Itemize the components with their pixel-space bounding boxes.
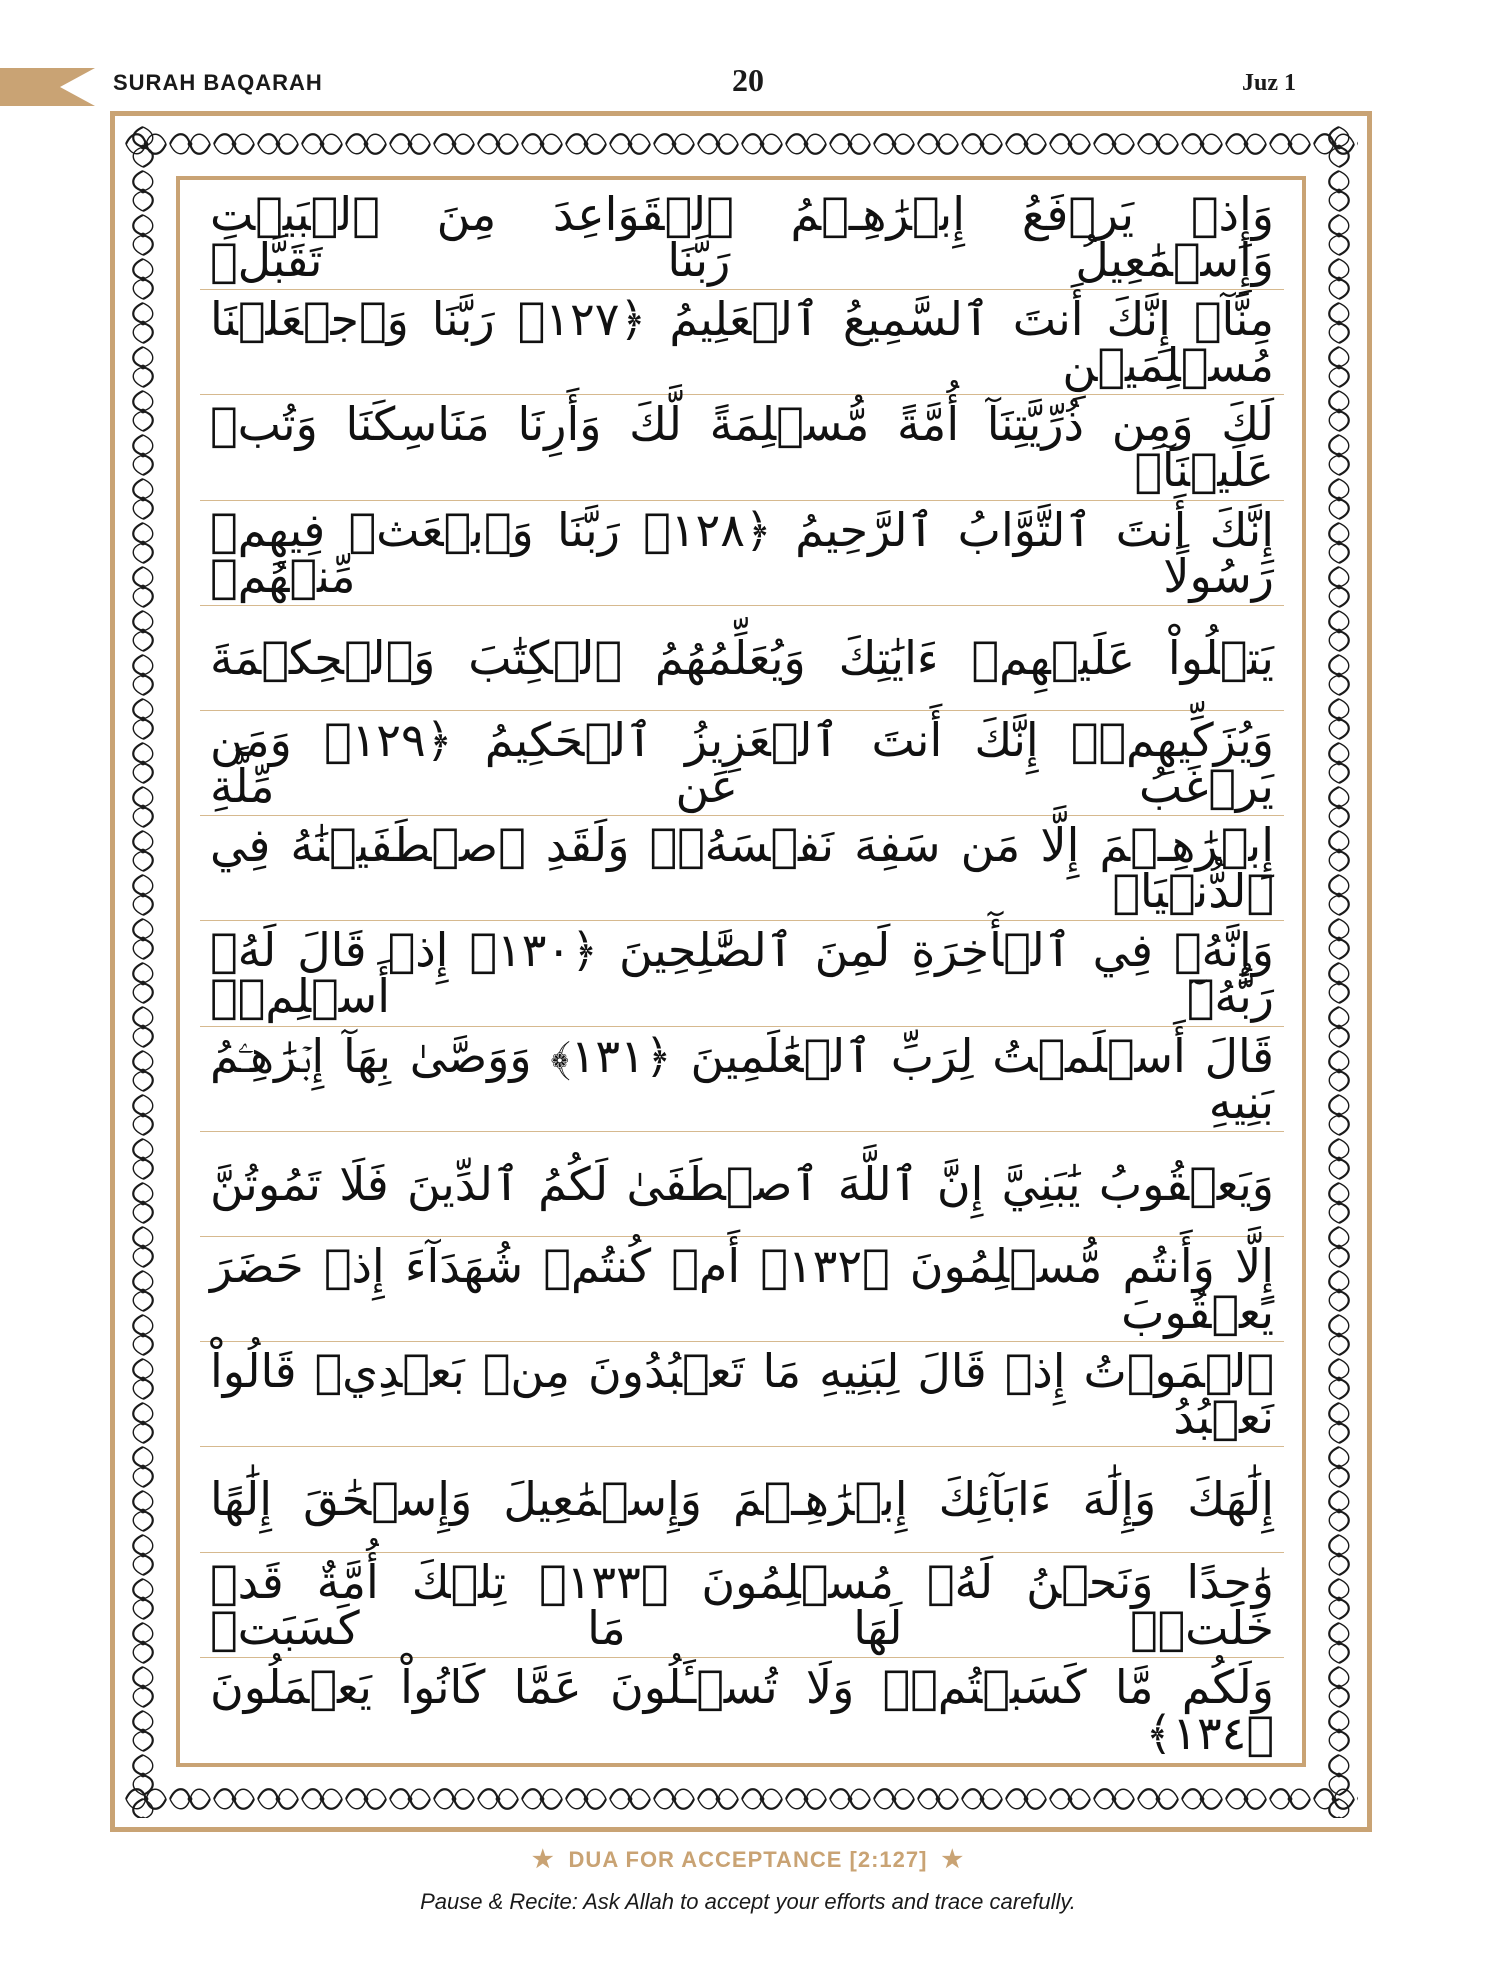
verse-line-text: وَيُزَكِّيهِمۡۖ إِنَّكَ أَنتَ ٱلۡعَزِيزُ ٱلۡحَكِيمُ ﴿١٢٩﴾ وَمَن يَرۡغَبُ عَن مِّلَّةِ (210, 713, 1274, 813)
verse-line (200, 500, 1284, 606)
ornament-border-top (124, 125, 1358, 163)
ornament-border-right (1320, 125, 1358, 1818)
verse-line (200, 1236, 1284, 1342)
verse-line (200, 1446, 1284, 1552)
verse-line-text: وَلَكُم مَّا كَسَبۡتُمۡۖ وَلَا تُسۡـَٔلُونَ عَمَّا كَانُواْ يَعۡمَلُونَ ﴿١٣٤﴾ (210, 1659, 1274, 1760)
surah-name: SURAH BAQARAH (113, 70, 323, 95)
verse-line (200, 605, 1284, 711)
star-icon: ★ (532, 1846, 555, 1873)
verse-line-text: إِلَّا وَأَنتُم مُّسۡلِمُونَ ﴿١٣٢﴾ أَمۡ كُنتُمۡ شُهَدَآءَ إِذۡ حَضَرَ يَعۡقُوبَ (210, 1239, 1274, 1339)
verse-line (200, 1552, 1284, 1658)
verse-line-text: يَتۡلُواْ عَلَيۡهِمۡ ءَايَٰتِكَ وَيُعَلِّمُهُمُ ٱلۡكِتَٰبَ وَٱلۡحِكۡمَةَ (210, 630, 1274, 685)
verse-line-text: لَكَ وَمِن ذُرِّيَّتِنَآ أُمَّةً مُّسۡلِمَةً لَّكَ وَأَرِنَا مَنَاسِكَنَا وَتُبۡ عَلَيۡنَآۖ (210, 397, 1274, 498)
verse-line (200, 710, 1284, 816)
verse-line-text: قَالَ أَسۡلَمۡتُ لِرَبِّ ٱلۡعَٰلَمِينَ ﴿١٣١﴾ وَوَصَّىٰ بِهَآ إِبۡرَٰهِـۧمُ بَنِيهِ (210, 1028, 1274, 1129)
verse-line-text: مِنَّآۖ إِنَّكَ أَنتَ ٱلسَّمِيعُ ٱلۡعَلِيمُ ﴿١٢٧﴾ رَبَّنَا وَٱجۡعَلۡنَا مُسۡلِمَيۡنِ (210, 292, 1274, 393)
page-number: 20 (732, 62, 764, 98)
verse-line-text: إِلَٰهَكَ وَإِلَٰهَ ءَابَآئِكَ إِبۡرَٰهِـۧمَ وَإِسۡمَٰعِيلَ وَإِسۡحَٰقَ إِلَٰهًا (210, 1472, 1274, 1527)
juz-label: Juz 1 (1242, 70, 1296, 96)
verse-line (200, 1657, 1284, 1763)
verse-line-text: وَٰحِدًا وَنَحۡنُ لَهُۥ مُسۡلِمُونَ ﴿١٣٣﴾ تِلۡكَ أُمَّةٌ قَدۡ خَلَتۡۖ لَهَا مَا كَسَبَتۡ (210, 1554, 1274, 1655)
verse-line-text: إِنَّكَ أَنتَ ٱلتَّوَّابُ ٱلرَّحِيمُ ﴿١٢٨﴾ رَبَّنَا وَٱبۡعَثۡ فِيهِمۡ رَسُولًا مِّنۡهُمۡ (210, 502, 1274, 603)
star-icon: ★ (941, 1846, 964, 1873)
verse-line-text: إِبۡرَٰهِـۧمَ إِلَّا مَن سَفِهَ نَفۡسَهُۥۚ وَلَقَدِ ٱصۡطَفَيۡنَٰهُ فِي ٱلدُّنۡيَاۖ (210, 818, 1274, 919)
verse-line (200, 815, 1284, 921)
verse-line (200, 184, 1284, 290)
verse-lines (200, 184, 1284, 1762)
verse-line-text: وَيَعۡقُوبُ يَٰبَنِيَّ إِنَّ ٱللَّهَ ٱصۡطَفَىٰ لَكُمُ ٱلدِّينَ فَلَا تَمُوتُنَّ (210, 1156, 1274, 1211)
ornament-border-bottom (124, 1780, 1358, 1818)
footer-note: Pause & Recite: Ask Allah to accept your efforts and trace carefully. (420, 1889, 1076, 1914)
verse-line (200, 1131, 1284, 1237)
verse-line (200, 1341, 1284, 1447)
verse-line (200, 1026, 1284, 1132)
ornament-border-left (124, 125, 162, 1818)
footer-title-text: DUA FOR ACCEPTANCE [2:127] (568, 1847, 928, 1872)
verse-line (200, 394, 1284, 500)
footer-title (0, 1845, 1496, 1874)
verse-line-text: وَإِنَّهُۥ فِي ٱلۡأٓخِرَةِ لَمِنَ ٱلصَّٰلِحِينَ ﴿١٣٠﴾ إِذۡ قَالَ لَهُۥ رَبُّهُۥٓ أَسۡلِمۡۖ (210, 923, 1274, 1024)
verse-line-text: وَإِذۡ يَرۡفَعُ إِبۡرَٰهِـۧمُ ٱلۡقَوَاعِدَ مِنَ ٱلۡبَيۡتِ وَإِسۡمَٰعِيلُ رَبَّنَا تَقَبَّلۡ (210, 187, 1274, 287)
verse-line-text: ٱلۡمَوۡتُ إِذۡ قَالَ لِبَنِيهِ مَا تَعۡبُدُونَ مِنۢ بَعۡدِيۖ قَالُواْ نَعۡبُدُ (210, 1344, 1274, 1445)
verse-line (200, 289, 1284, 395)
verse-line (200, 920, 1284, 1026)
